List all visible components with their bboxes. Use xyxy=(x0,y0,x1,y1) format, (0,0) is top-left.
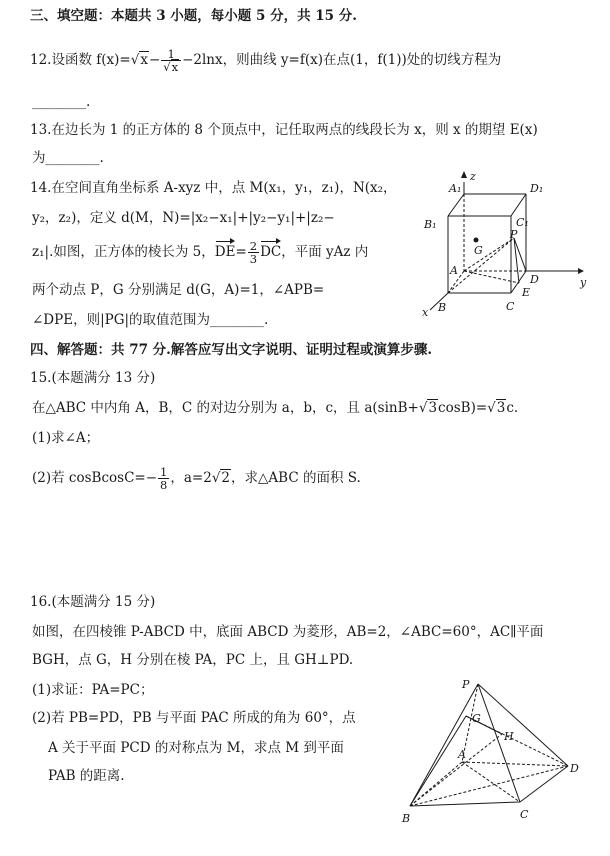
q12-answer-blank[interactable]: ________. xyxy=(32,94,91,110)
q12-frac-num: 1 xyxy=(161,48,181,61)
q13-line1: 13.在边长为 1 的正方体的 8 个顶点中，记任取两点的线段长为 x，则 x 的期望 E(x) xyxy=(30,122,538,138)
cube-label-e: E xyxy=(522,286,531,299)
q12-text-b: −2lnx，则曲线 y=f(x)在点(1，f(1))处的切线方程为 xyxy=(182,52,502,68)
cube-label-y: y xyxy=(580,276,587,289)
q14-line4: 两个动点 P，G 分别满足 d(G，A)=1，∠APB= xyxy=(32,282,325,298)
pyramid-label-d: D xyxy=(570,762,579,775)
q14-fraction: $\frac{2}{3}$ xyxy=(249,239,258,266)
cube-label-p: P xyxy=(510,228,518,241)
q13-answer-line[interactable]: 为________. xyxy=(32,150,104,166)
cube-label-b: B xyxy=(438,301,447,314)
q16-part2-line1: (2)若 PB=PD，PB 与平面 PAC 所成的角为 60°，点 xyxy=(32,710,356,726)
pyramid-label-a: A xyxy=(458,748,466,761)
q14-line2: y₂，z₂)，定义 d(M，N)=|x₂−x₁|+|y₂−y₁|+|z₂− xyxy=(32,210,335,226)
pyramid-label-p: P xyxy=(462,678,470,691)
cube-label-g: G xyxy=(474,244,483,257)
q16-part1: (1)求证：PA=PC； xyxy=(32,682,154,698)
q12-text-a: 12.设函数 f(x)= xyxy=(30,52,131,68)
pyramid-label-g: G xyxy=(472,712,481,725)
q16-part2-line3: PAB 的距离. xyxy=(48,768,125,784)
q15-line1: 在△ABC 中内角 A，B，C 的对边分别为 a，b，c，且 a(sinB+√3cosB)=√3c. xyxy=(32,400,519,416)
section4-header: 四、解答题：共 77 分.解答应写出文字说明、证明过程或演算步骤. xyxy=(30,342,433,358)
pyramid-label-h: H xyxy=(504,730,514,743)
q16-part2-line2: A 关于平面 PCD 的对称点为 M，求点 M 到平面 xyxy=(48,740,344,756)
q14-text-a: z₁|.如图，正方体的棱长为 5， xyxy=(32,244,215,260)
q15-title: 15.(本题满分 13 分) xyxy=(30,370,156,386)
q15-fraction: $\frac{1}{8}$ xyxy=(160,465,168,492)
cube-label-a: A xyxy=(450,264,458,277)
q12-minus: − xyxy=(148,52,161,68)
pyramid-label-b: B xyxy=(402,812,411,825)
q16-line1: 如图，在四棱锥 P-ABCD 中，底面 ABCD 为菱形，AB=2，∠ABC=60°，AC∥平面 xyxy=(32,624,544,640)
cube-label-d1: D₁ xyxy=(530,182,544,195)
cube-label-a1: A₁ xyxy=(449,182,462,195)
vector-dc: DC xyxy=(260,244,282,260)
q16-line2: BGH，点 G，H 分别在棱 PA，PC 上，且 GH⊥PD. xyxy=(32,652,354,668)
cube-figure xyxy=(418,168,590,320)
q14-line3 xyxy=(32,240,368,265)
cube-label-d: D xyxy=(530,273,539,286)
q14-line5[interactable]: ∠DPE，则|PG|的取值范围为________. xyxy=(32,312,269,328)
pyramid-figure xyxy=(400,676,590,826)
cube-label-b1: B₁ xyxy=(424,218,437,231)
q14-eq: = xyxy=(235,244,247,260)
cube-label-c: C xyxy=(506,300,515,313)
pyramid-label-c: C xyxy=(520,808,529,821)
q12-sqrt-x: x xyxy=(140,52,148,68)
q12-line1: 12.设函数 f(x)=√x− $\frac{1}{√x}$ −2lnx，则曲线 y=f(x)在点(1，f(1))处的切线方程为 xyxy=(30,47,502,74)
q12-fraction xyxy=(161,48,181,73)
q14-line1: 14.在空间直角坐标系 A-xyz 中，点 M(x₁，y₁，z₁)，N(x₂， xyxy=(30,180,397,196)
q16-title: 16.(本题满分 15 分) xyxy=(30,594,156,610)
section3-header: 三、填空题：本题共 3 小题，每小题 5 分，共 15 分. xyxy=(30,8,357,24)
q15-part1: (1)求∠A； xyxy=(32,430,100,446)
q14-text-b: ，平面 yAz 内 xyxy=(281,244,369,260)
cube-label-z: z xyxy=(470,170,476,183)
q12-frac-den: √x xyxy=(163,60,179,74)
vector-de: DE xyxy=(214,244,236,260)
q15-part2: (2)若 cosBcosC=− $\frac{1}{8}$ ，a=2√2，求△ABC 的面积 S. xyxy=(32,465,361,492)
cube-label-x: x xyxy=(422,306,429,319)
cube-label-c1: C₁ xyxy=(516,216,529,229)
